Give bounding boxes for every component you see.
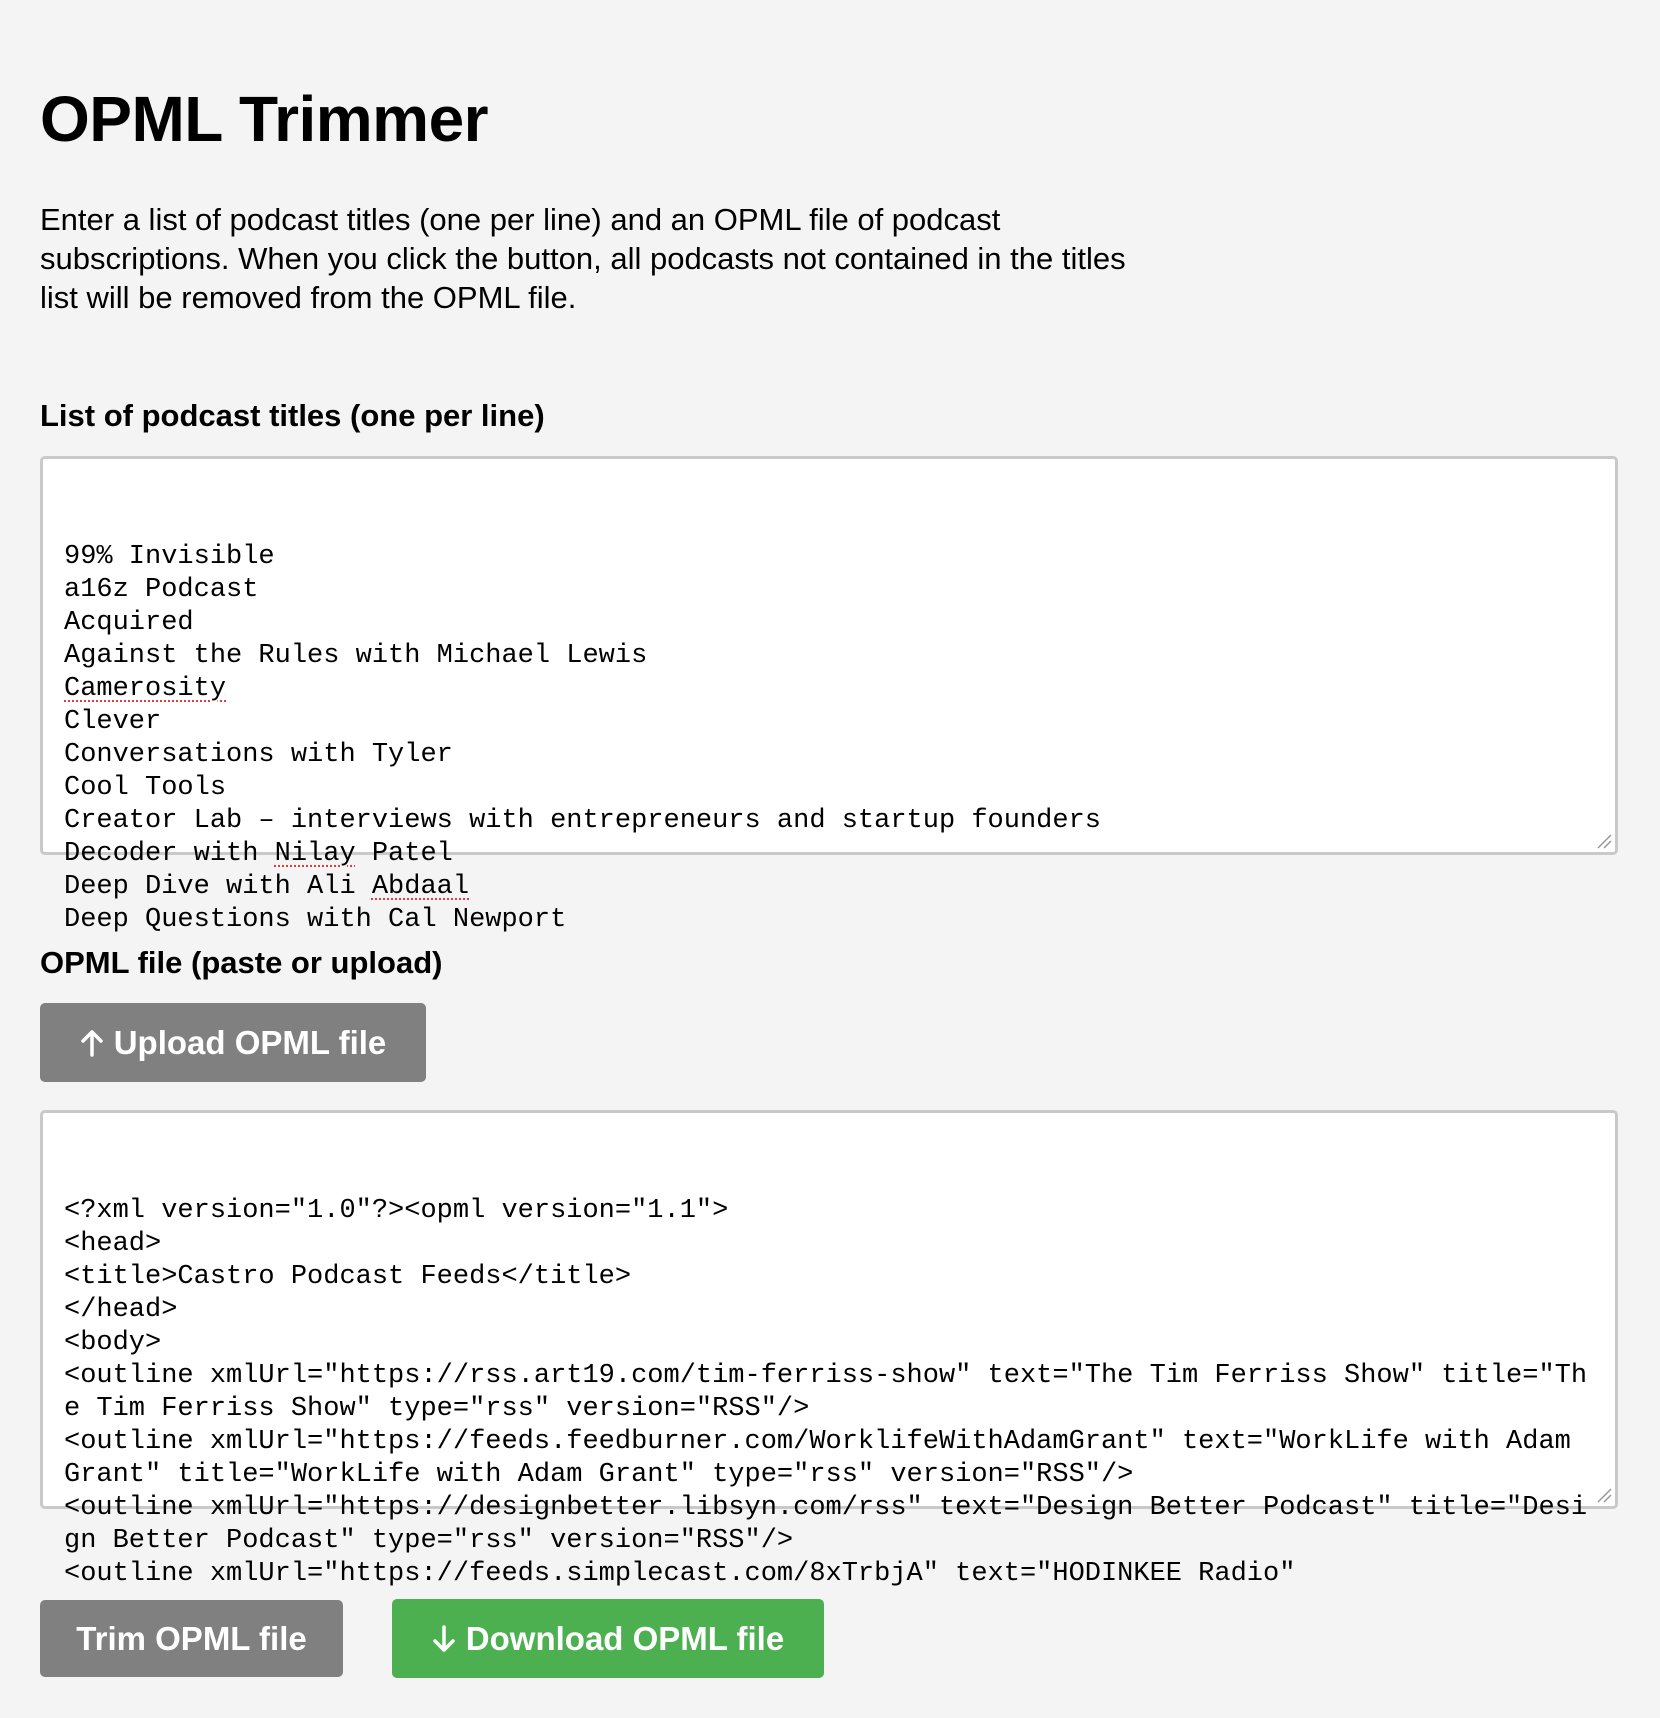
text-line: Deep Dive with Ali Abdaal xyxy=(64,872,470,902)
text-line: Clever xyxy=(64,707,162,737)
arrow-down-icon xyxy=(432,1625,456,1653)
text-line: <outline xmlUrl="https://rss.art19.com/tim-ferriss-show" text="The Tim Ferriss Show" title="The Tim Ferriss Show" type="rss" version="RSS"/> xyxy=(64,1361,1588,1424)
text-line: Deep Questions with Cal Newport xyxy=(64,905,567,935)
trim-opml-button[interactable] xyxy=(40,1600,343,1677)
page-title: OPML Trimmer xyxy=(40,83,489,155)
text-line: <body> xyxy=(64,1328,162,1358)
trim-opml-button-label: Trim OPML file xyxy=(76,1619,307,1657)
text-line: <outline xmlUrl="https://feeds.simplecast.com/8xTrbjA" text="HODINKEE Radio" xyxy=(64,1559,1296,1589)
text-line: Conversations with Tyler xyxy=(64,740,453,770)
text-line: a16z Podcast xyxy=(64,575,259,605)
upload-opml-button[interactable] xyxy=(40,1003,426,1082)
arrow-up-icon xyxy=(80,1029,104,1057)
text-line: Acquired xyxy=(64,608,194,638)
text-line: Decoder with Nilay Patel xyxy=(64,839,453,869)
text-line: <head> xyxy=(64,1229,162,1259)
download-opml-button[interactable] xyxy=(392,1599,824,1678)
upload-opml-button-label: Upload OPML file xyxy=(113,1023,387,1061)
text-line: 99% Invisible xyxy=(64,542,275,572)
resize-grip-icon[interactable] xyxy=(1596,833,1612,849)
text-line: <?xml version="1.0"?><opml version="1.1"> xyxy=(64,1196,729,1226)
titles-list-label: List of podcast titles (one per line) xyxy=(40,398,545,433)
download-opml-button-label: Download OPML file xyxy=(465,1619,785,1657)
text-line: <title>Castro Podcast Feeds</title> xyxy=(64,1262,632,1292)
text-line: Creator Lab – interviews with entrepreneurs and startup founders xyxy=(64,806,1101,836)
opml-textarea[interactable] xyxy=(40,1110,1618,1589)
page-description: Enter a list of podcast titles (one per line) and an OPML file of podcast subscriptions. When you click the button, all podcasts not contained in the titles list will be removed from the OPML file. xyxy=(40,202,1126,315)
opml-file-label: OPML file (paste or upload) xyxy=(40,945,443,980)
titles-textarea[interactable] xyxy=(40,456,1618,935)
text-line: Camerosity xyxy=(64,674,227,704)
text-line: Cool Tools xyxy=(64,773,227,803)
text-line: <outline xmlUrl="https://feeds.feedburner.com/WorklifeWithAdamGrant" text="WorkLife with Adam Grant" title="WorkLife with Adam Grant" type="rss" version="RSS"/> xyxy=(64,1427,1588,1490)
text-line: </head> xyxy=(64,1295,178,1325)
text-line: Against the Rules with Michael Lewis xyxy=(64,641,648,671)
resize-grip-icon[interactable] xyxy=(1596,1487,1612,1503)
text-line: <outline xmlUrl="https://designbetter.libsyn.com/rss" text="Design Better Podcast" title="Design Better Podcast" type="rss" version="RSS"/> xyxy=(64,1493,1588,1556)
